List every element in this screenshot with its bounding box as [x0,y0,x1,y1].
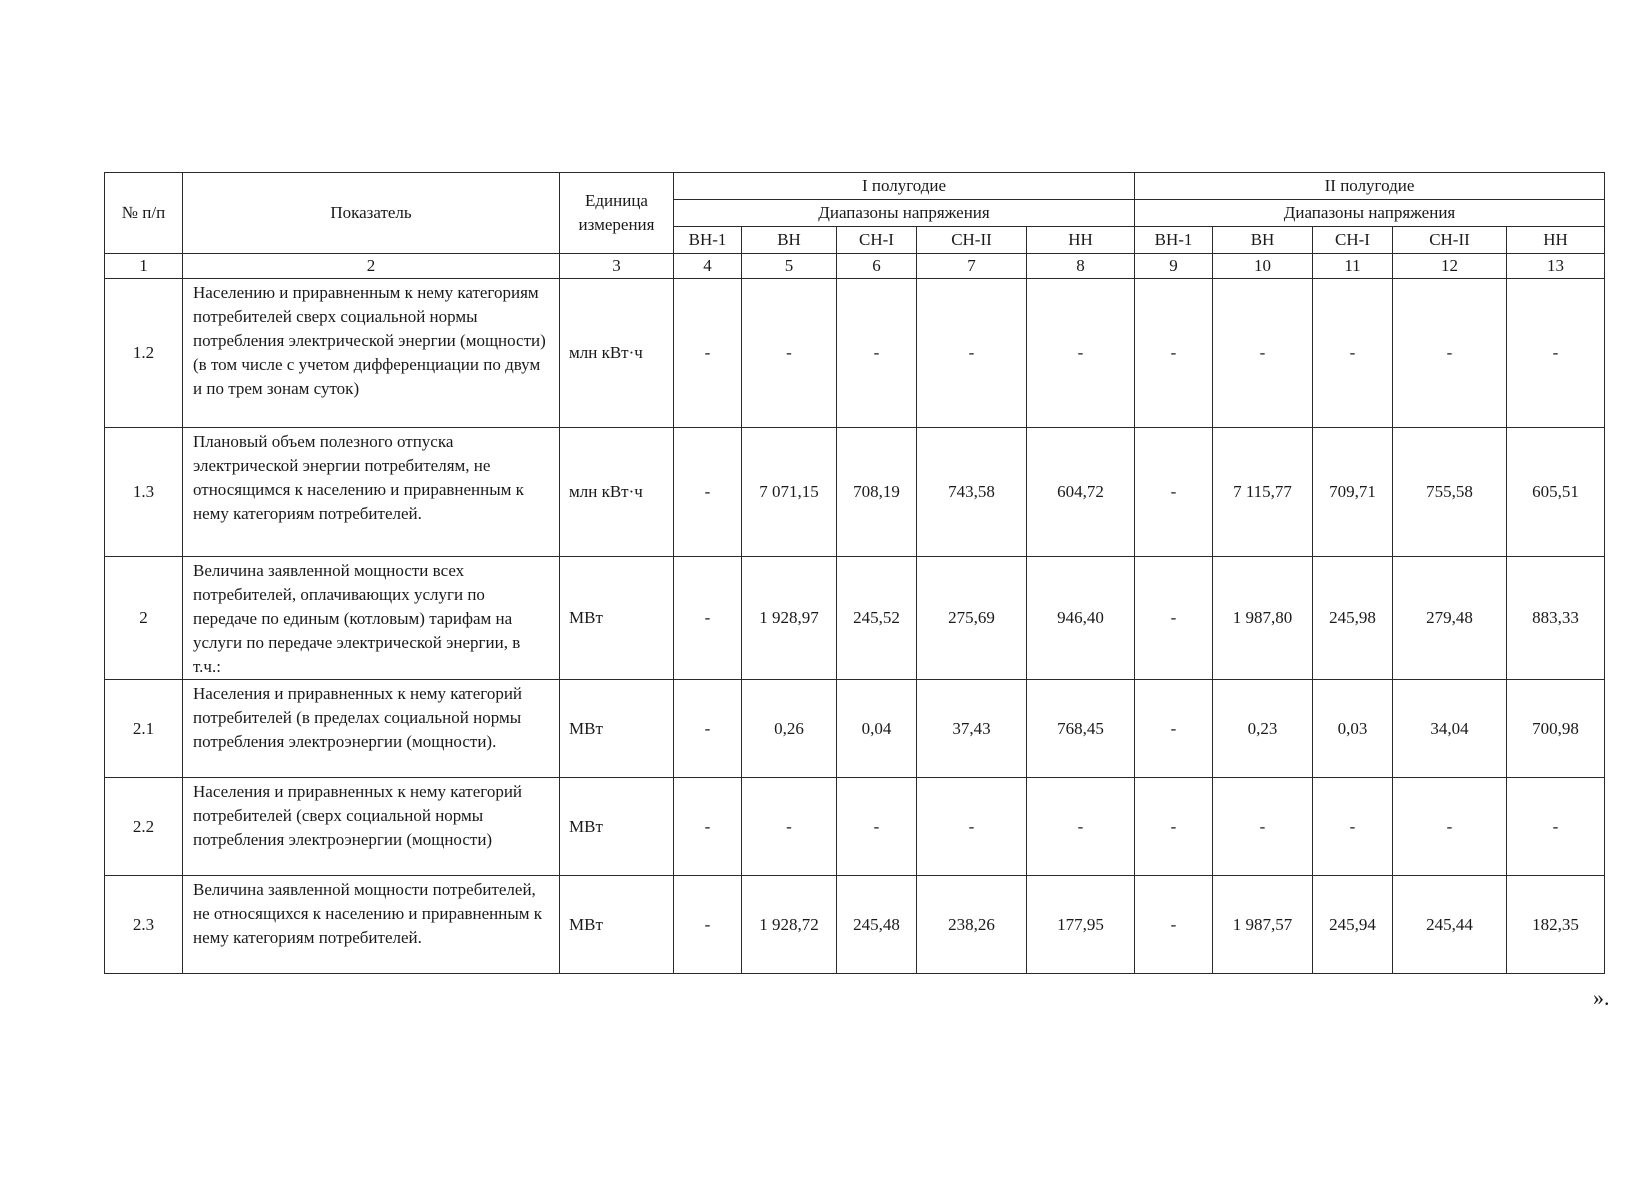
row-value: 946,40 [1027,557,1135,680]
row-unit: млн кВт·ч [560,279,674,428]
row-value: - [674,428,742,557]
column-number: 9 [1135,254,1213,279]
row-value: - [1027,279,1135,428]
row-indicator: Величина заявленной мощности всех потребителей, оплачивающих услуги по передаче по единым (котловым) тарифам на услуги по передаче электрической энергии, в т.ч.: [183,557,560,680]
row-value: 7 071,15 [742,428,837,557]
column-number: 1 [105,254,183,279]
row-value: 700,98 [1507,680,1605,778]
column-number: 8 [1027,254,1135,279]
header-level-vn1-h2: ВН-1 [1135,227,1213,254]
row-value: - [674,778,742,876]
row-value: 177,95 [1027,876,1135,974]
row-value: 768,45 [1027,680,1135,778]
row-number: 2 [105,557,183,680]
row-value: 0,26 [742,680,837,778]
row-value: 0,03 [1313,680,1393,778]
table-row [105,876,1605,974]
row-value: - [742,778,837,876]
column-number: 4 [674,254,742,279]
row-value: - [1507,778,1605,876]
header-level-vn1-h1: ВН-1 [674,227,742,254]
header-col-no: № п/п [105,173,183,254]
row-value: 275,69 [917,557,1027,680]
row-value: 7 115,77 [1213,428,1313,557]
column-number: 2 [183,254,560,279]
closing-quote-mark: ». [1593,985,1610,1010]
row-value: - [837,778,917,876]
table-row [105,279,1605,428]
row-value: - [917,778,1027,876]
column-number: 3 [560,254,674,279]
row-value: - [1135,557,1213,680]
header-level-sn2-h1: СН-II [917,227,1027,254]
row-value: - [1135,428,1213,557]
header-col-unit: Единица измерения [560,173,674,254]
row-value: 37,43 [917,680,1027,778]
column-number: 12 [1393,254,1507,279]
row-value: - [1313,279,1393,428]
row-value: - [1213,279,1313,428]
header-voltage-ranges-2: Диапазоны напряжения [1135,200,1605,227]
row-value: 245,44 [1393,876,1507,974]
row-number: 1.2 [105,279,183,428]
header-level-sn1-h2: СН-I [1313,227,1393,254]
row-value: 604,72 [1027,428,1135,557]
row-value: 34,04 [1393,680,1507,778]
row-value: 182,35 [1507,876,1605,974]
row-value: - [1027,778,1135,876]
row-value: - [1135,778,1213,876]
row-number: 2.3 [105,876,183,974]
row-indicator: Населения и приравненных к нему категорий потребителей (в пределах социальной нормы потребления электроэнергии (мощности). [183,680,560,778]
column-number: 5 [742,254,837,279]
table-row [105,778,1605,876]
row-number: 2.1 [105,680,183,778]
row-indicator: Плановый объем полезного отпуска электрической энергии потребителям, не относящимся к населению и приравненным к нему категориям потребителей. [183,428,560,557]
row-value: 245,98 [1313,557,1393,680]
row-value: - [1135,876,1213,974]
header-col-indicator: Показатель [183,173,560,254]
table-body [105,279,1605,974]
row-value: 755,58 [1393,428,1507,557]
row-value: 279,48 [1393,557,1507,680]
table-row [105,680,1605,778]
row-value: 0,23 [1213,680,1313,778]
row-unit: МВт [560,557,674,680]
row-number: 2.2 [105,778,183,876]
row-number: 1.3 [105,428,183,557]
row-value: - [1135,279,1213,428]
column-number-row [105,254,1605,279]
header-level-vn-h1: ВН [742,227,837,254]
column-number: 6 [837,254,917,279]
table-header [105,173,1605,279]
row-value: 605,51 [1507,428,1605,557]
row-indicator: Населению и приравненным к нему категориям потребителей сверх социальной нормы потребления электрической энергии (мощности) (в том числе с учетом дифференциации по двум и по трем зонам суток) [183,279,560,428]
row-value: - [837,279,917,428]
row-unit: МВт [560,778,674,876]
row-value: 245,52 [837,557,917,680]
row-value: - [674,557,742,680]
row-value: - [1313,778,1393,876]
column-number: 11 [1313,254,1393,279]
header-level-nn-h1: НН [1027,227,1135,254]
column-number: 13 [1507,254,1605,279]
row-value: 238,26 [917,876,1027,974]
table-row [105,428,1605,557]
row-value: 1 987,57 [1213,876,1313,974]
table-row [105,557,1605,680]
row-value: - [1393,279,1507,428]
row-value: 245,94 [1313,876,1393,974]
column-number: 10 [1213,254,1313,279]
row-value: - [742,279,837,428]
row-value: 883,33 [1507,557,1605,680]
row-value: - [674,680,742,778]
row-value: 1 928,97 [742,557,837,680]
row-unit: МВт [560,876,674,974]
header-level-vn-h2: ВН [1213,227,1313,254]
tariff-table [104,172,1605,974]
header-level-sn2-h2: СН-II [1393,227,1507,254]
row-value: 1 928,72 [742,876,837,974]
row-value: 245,48 [837,876,917,974]
row-value: - [674,279,742,428]
header-level-nn-h2: НН [1507,227,1605,254]
row-value: - [674,876,742,974]
row-value: 708,19 [837,428,917,557]
header-half1: I полугодие [674,173,1135,200]
row-value: - [1393,778,1507,876]
row-value: 743,58 [917,428,1027,557]
header-half2: II полугодие [1135,173,1605,200]
row-value: 709,71 [1313,428,1393,557]
row-value: - [1135,680,1213,778]
row-value: 1 987,80 [1213,557,1313,680]
row-indicator: Населения и приравненных к нему категорий потребителей (сверх социальной нормы потребления электроэнергии (мощности) [183,778,560,876]
row-unit: млн кВт·ч [560,428,674,557]
header-voltage-ranges-1: Диапазоны напряжения [674,200,1135,227]
row-value: - [1507,279,1605,428]
row-value: 0,04 [837,680,917,778]
row-value: - [917,279,1027,428]
row-value: - [1213,778,1313,876]
column-number: 7 [917,254,1027,279]
header-level-sn1-h1: СН-I [837,227,917,254]
row-unit: МВт [560,680,674,778]
row-indicator: Величина заявленной мощности потребителей, не относящихся к населению и приравненным к нему категориям потребителей. [183,876,560,974]
